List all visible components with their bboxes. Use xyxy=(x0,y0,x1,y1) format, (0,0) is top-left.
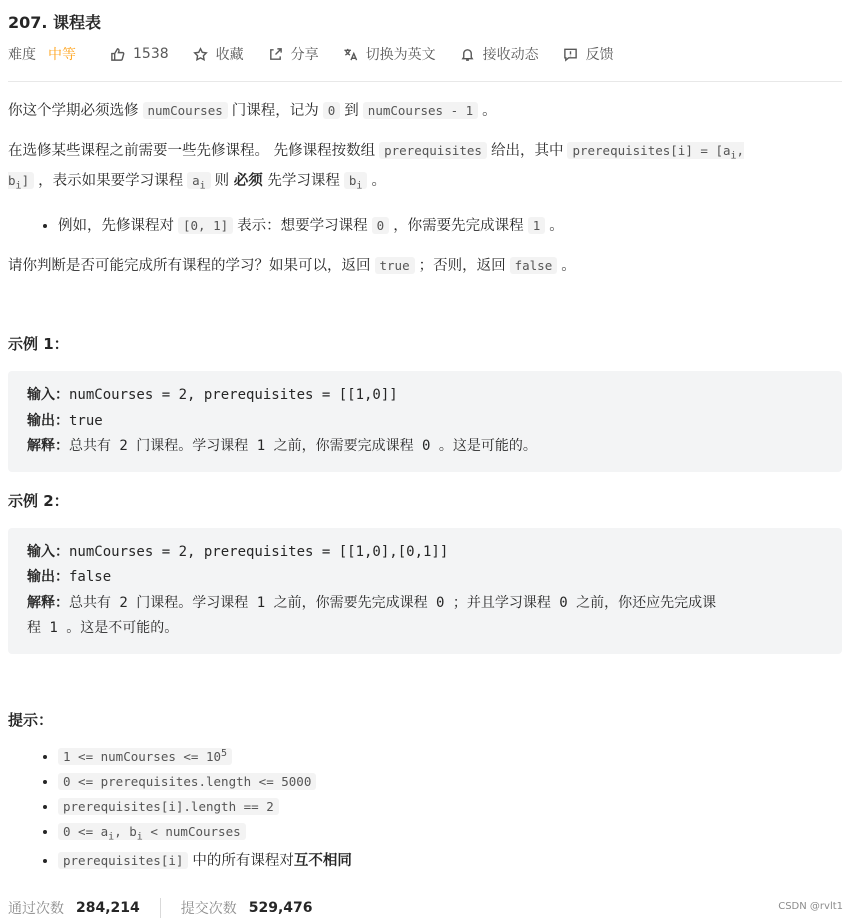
example-1-heading: 示例 1： xyxy=(8,335,69,353)
bell-icon xyxy=(460,47,475,62)
inline-code: prerequisites[i] xyxy=(58,852,188,869)
bold-text: 互不相同 xyxy=(293,853,352,870)
code-text: b xyxy=(8,172,16,188)
submitted-count: 529,476 xyxy=(248,900,313,916)
inline-code: 1 xyxy=(528,217,546,234)
translate-icon xyxy=(343,47,358,62)
inline-code: numCourses - 1 xyxy=(363,102,478,119)
list-item xyxy=(58,214,842,238)
text: 中的所有课程对 xyxy=(192,853,294,870)
list-item xyxy=(58,820,842,849)
hints-list xyxy=(8,742,842,874)
translate-label: 切换为英文 xyxy=(365,47,436,63)
hints-heading: 提示： xyxy=(8,710,54,729)
list-item xyxy=(58,770,842,794)
input-label: 输入： xyxy=(27,387,69,403)
output-value: false xyxy=(69,569,112,585)
example-2-heading: 示例 2： xyxy=(8,491,69,510)
desc-paragraph-3 xyxy=(8,254,842,278)
code-text: , xyxy=(736,143,745,158)
code-text: , b xyxy=(114,823,137,839)
text: 表示：想要学习课程 xyxy=(237,218,368,234)
list-item xyxy=(58,849,842,873)
example-explain-line xyxy=(27,591,823,617)
desc-paragraph-2 xyxy=(8,139,842,198)
subscript: i xyxy=(199,180,206,191)
input-value: numCourses = 2, prerequisites = [[1,0],[0,1]] xyxy=(69,543,449,560)
list-item xyxy=(58,795,842,819)
output-label: 输出： xyxy=(27,569,69,585)
output-label: 输出： xyxy=(27,412,69,429)
example-1-block xyxy=(8,371,842,472)
share-icon xyxy=(268,47,283,62)
text: 你这个学期必须选修 xyxy=(8,103,139,119)
text: 门课程，记为 xyxy=(231,103,319,119)
subscript: i xyxy=(730,150,737,162)
code-text: < numCourses xyxy=(142,823,241,839)
feedback-label: 反馈 xyxy=(585,47,614,63)
text: ，表示如果要学习课程 xyxy=(38,172,184,189)
subscript: i xyxy=(356,180,363,191)
explain-label: 解释： xyxy=(27,594,69,611)
inline-code: 0 <= prerequisites.length <= 5000 xyxy=(58,773,316,790)
star-icon xyxy=(193,47,208,62)
code-text: 0 <= a xyxy=(63,823,109,839)
like-count: 1538 xyxy=(133,46,169,62)
submitted-label: 提交次数 xyxy=(180,901,237,917)
explain-value: 程 1 。这是不可能的。 xyxy=(27,620,179,636)
explain-label: 解释： xyxy=(27,438,69,454)
feedback-button[interactable] xyxy=(563,44,614,64)
example-output-line xyxy=(27,565,823,591)
subscript: i xyxy=(108,831,115,843)
code-text: a xyxy=(192,172,200,188)
share-button[interactable] xyxy=(268,44,319,64)
inline-code: 0 xyxy=(323,102,341,119)
text: 则 xyxy=(214,172,230,189)
desc-paragraph-1 xyxy=(8,99,842,123)
text: 。 xyxy=(561,258,576,274)
superscript: 5 xyxy=(221,747,228,759)
inline-code xyxy=(344,172,368,189)
desc-bullets xyxy=(8,214,842,238)
watermark: CSDN @rvlt1 xyxy=(778,901,843,912)
inline-code xyxy=(58,748,232,765)
example-explain-line-2 xyxy=(27,616,823,642)
example-output-line xyxy=(27,409,823,435)
inline-code: numCourses xyxy=(143,102,228,119)
subscript: i xyxy=(136,831,143,843)
output-value: true xyxy=(69,412,103,429)
text: 请你判断是否可能完成所有课程的学习？如果可以，返回 xyxy=(8,258,371,274)
text: 。 xyxy=(482,103,497,119)
list-item xyxy=(58,742,842,769)
text: 。 xyxy=(549,218,564,234)
text: 给出，其中 xyxy=(490,143,564,159)
like-button[interactable] xyxy=(110,46,169,62)
example-explain-line xyxy=(27,434,823,460)
footer-divider xyxy=(160,898,161,918)
inline-code: true xyxy=(375,257,415,274)
explain-value: 总共有 2 门课程。学习课程 1 之前，你需要先完成课程 0 ；并且学习课程 0 之前，你还应先完成课 xyxy=(69,594,717,611)
inline-code: false xyxy=(510,257,558,274)
difficulty-label: 难度 xyxy=(8,47,36,63)
code-text: prerequisites[i] = [a xyxy=(572,143,731,158)
favorite-button[interactable] xyxy=(193,44,244,64)
text: 到 xyxy=(344,103,359,119)
example-input-line xyxy=(27,540,823,566)
inline-code: prerequisites xyxy=(379,142,487,159)
subscript: i xyxy=(15,180,22,191)
inline-code xyxy=(187,172,211,189)
feedback-icon xyxy=(563,47,578,62)
inline-code: 0 xyxy=(372,217,390,234)
inline-code: [0, 1] xyxy=(178,217,233,234)
code-text: ] xyxy=(21,172,30,188)
inline-code xyxy=(58,823,246,843)
input-label: 输入： xyxy=(27,543,69,560)
share-label: 分享 xyxy=(290,47,319,63)
translate-button[interactable] xyxy=(343,44,436,64)
text: 在选修某些课程之前需要一些先修课程。 先修课程按数组 xyxy=(8,143,376,159)
text: 。 xyxy=(371,172,386,189)
notify-label: 接收动态 xyxy=(482,47,539,63)
accepted-count: 284,214 xyxy=(76,900,140,916)
text: ，你需要先完成课程 xyxy=(393,218,524,234)
code-text: b xyxy=(348,172,357,188)
notify-button[interactable] xyxy=(460,44,539,64)
text: 例如，先修课程对 xyxy=(58,218,174,234)
explain-value: 总共有 2 门课程。学习课程 1 之前，你需要完成课程 0 。这是可能的。 xyxy=(69,438,537,454)
text: 先学习课程 xyxy=(267,172,340,189)
inline-code: prerequisites[i].length == 2 xyxy=(58,798,279,815)
bold-text: 必须 xyxy=(233,172,263,189)
problem-description xyxy=(8,99,842,874)
favorite-label: 收藏 xyxy=(215,47,244,63)
example-input-line xyxy=(27,383,823,409)
code-text: 1 <= numCourses <= 10 xyxy=(63,748,222,764)
stats-footer xyxy=(8,897,842,919)
example-2-block xyxy=(8,528,842,654)
text: ；否则，返回 xyxy=(418,258,506,274)
problem-toolbar xyxy=(8,43,638,65)
header-divider xyxy=(8,81,842,82)
input-value: numCourses = 2, prerequisites = [[1,0]] xyxy=(69,387,398,403)
accepted-label: 通过次数 xyxy=(8,901,64,917)
problem-title: 207. 课程表 xyxy=(8,13,102,32)
thumbs-up-icon xyxy=(110,47,125,62)
difficulty-badge: 中等 xyxy=(48,47,76,63)
